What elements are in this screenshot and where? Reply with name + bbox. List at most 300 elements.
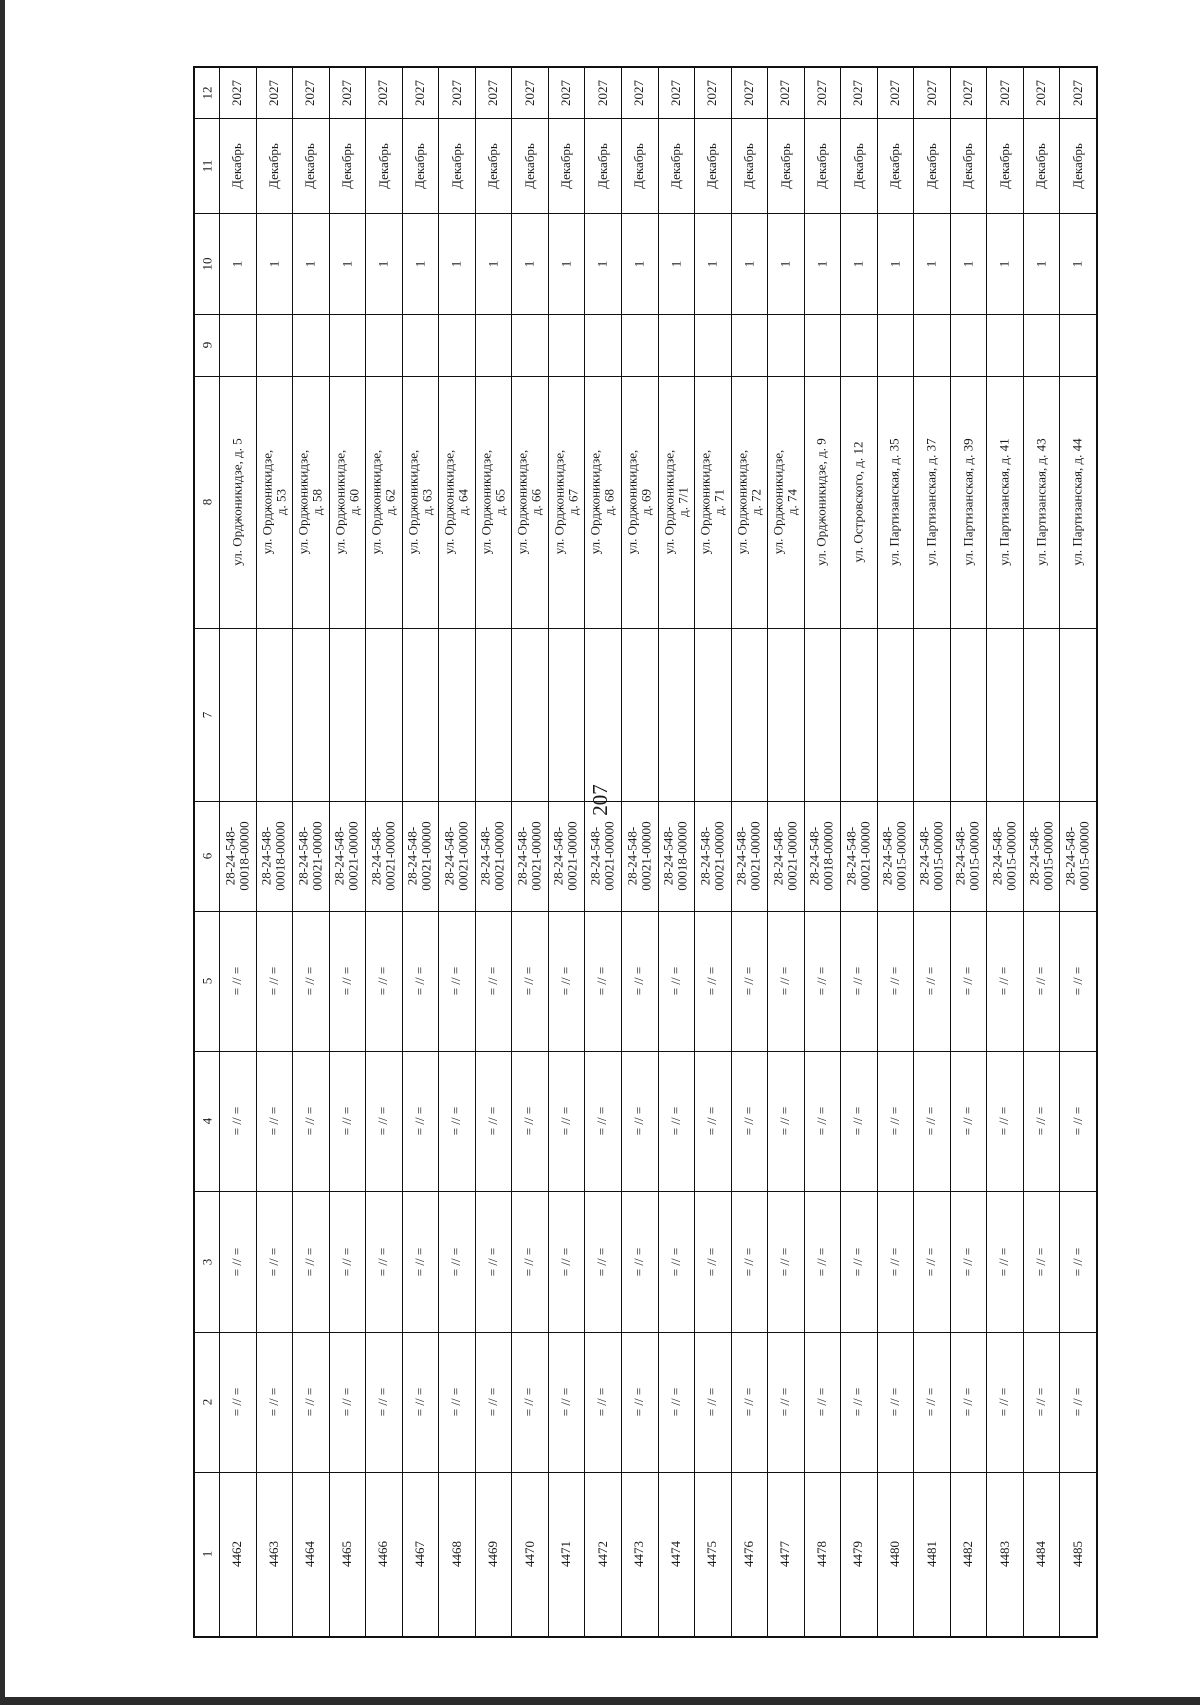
cell-col8-line: ул. Орджоникидзе,: [368, 449, 384, 555]
cell-col1: [658, 1472, 695, 1636]
cell-col9: [950, 314, 987, 376]
cell-col7: [584, 628, 621, 801]
cell-col3-text: [961, 1247, 975, 1275]
cell-col10-text: [998, 260, 1012, 267]
cell-col10-line: 1: [521, 260, 537, 267]
cell-col7: [329, 628, 366, 801]
cell-col12-line: 2027: [265, 80, 281, 106]
column-header-8: [195, 376, 219, 628]
cell-col6: [1059, 801, 1096, 911]
cell-col1-text: [742, 1541, 756, 1567]
cell-col12-text: [925, 80, 939, 106]
cell-col5: [511, 911, 548, 1051]
cell-col1: [840, 1472, 877, 1636]
cell-col12-text: [450, 80, 464, 106]
cell-col6-line: 28-24-548-: [989, 826, 1005, 886]
cell-col4: [365, 1051, 402, 1191]
cell-col8-line: ул. Орджоникидзе, д. 9: [813, 438, 829, 566]
cell-col12: [1023, 68, 1060, 118]
cell-col2-line: = // =: [448, 1387, 464, 1417]
cell-col3-line: = // =: [923, 1247, 939, 1276]
cell-col8: [256, 376, 293, 628]
cell-col1-text: [961, 1541, 975, 1567]
cell-col8-line: ул. Орджоникидзе,: [660, 449, 676, 555]
cell-col4: [511, 1051, 548, 1191]
cell-col5-text: [303, 967, 317, 995]
cell-col2: [913, 1332, 950, 1472]
cell-col3-text: [559, 1247, 573, 1275]
cell-col11-text: [998, 143, 1012, 189]
cell-col3-line: = // =: [411, 1247, 427, 1276]
cell-col12-line: 2027: [338, 80, 354, 106]
cell-col8-line: д. 60: [345, 488, 361, 516]
cell-col9: [329, 314, 366, 376]
cell-col5-text: [267, 967, 281, 995]
cell-col5: [584, 911, 621, 1051]
cell-col3-text: [851, 1247, 865, 1275]
cell-col2-line: = // =: [960, 1387, 976, 1417]
cell-col4-text: [1071, 1107, 1085, 1135]
cell-col3-text: [705, 1247, 719, 1275]
cell-col11: [329, 118, 366, 213]
cell-col12: [731, 68, 768, 118]
cell-col12-line: 2027: [485, 80, 501, 106]
column-header-8-text: [200, 499, 214, 506]
cell-col3: [438, 1191, 475, 1332]
cell-col10-line: 1: [923, 260, 939, 267]
cell-col4-text: [778, 1107, 792, 1135]
cell-col8-text: [735, 450, 763, 555]
cell-col4: [219, 1051, 256, 1191]
cell-col1-text: [559, 1541, 573, 1567]
cell-col6-line: 00015-00000: [930, 821, 946, 891]
cell-col2: [548, 1332, 585, 1472]
column-header-5-line: 5: [199, 977, 214, 985]
cell-col10-line: 1: [229, 260, 245, 267]
cell-col6-line: 00021-00000: [638, 821, 654, 891]
cell-col4-text: [559, 1107, 573, 1135]
cell-col3-text: [998, 1247, 1012, 1275]
cell-col8-text: [230, 438, 244, 565]
cell-col1: [584, 1472, 621, 1636]
cell-col11: [694, 118, 731, 213]
cell-col6: [584, 801, 621, 911]
cell-col8-line: ул. Орджоникидзе,: [770, 449, 786, 555]
cell-col8: [548, 376, 585, 628]
cell-col1-line: 4481: [923, 1541, 939, 1567]
cell-col11-line: Декабрь: [923, 142, 939, 189]
cell-col8-text: [589, 450, 617, 555]
cell-col1: [402, 1472, 439, 1636]
cell-col3: [731, 1191, 768, 1332]
cell-col5: [438, 911, 475, 1051]
cell-col10: [767, 213, 804, 314]
cell-col2: [694, 1332, 731, 1472]
cell-col6: [986, 801, 1023, 911]
cell-col5-line: = // =: [631, 966, 647, 996]
cell-col6: [511, 801, 548, 911]
cell-col11: [438, 118, 475, 213]
cell-col1: [548, 1472, 585, 1636]
cell-col11-line: Декабрь: [777, 142, 793, 189]
cell-col2-text: [1071, 1388, 1085, 1416]
cell-col8-text: [998, 438, 1012, 565]
cell-col2-text: [413, 1388, 427, 1416]
cell-col12-text: [961, 80, 975, 106]
cell-col10-line: 1: [850, 260, 866, 267]
cell-col8-line: д. 62: [382, 488, 398, 516]
cell-col6-text: [443, 821, 471, 890]
cell-col6-line: 00021-00000: [784, 821, 800, 891]
cell-col9: [438, 314, 475, 376]
cell-col3: [1059, 1191, 1096, 1332]
cell-col9: [804, 314, 841, 376]
cell-col5-text: [340, 967, 354, 995]
cell-col7: [548, 628, 585, 801]
cell-col12: [840, 68, 877, 118]
cell-col4: [840, 1051, 877, 1191]
cell-col10-line: 1: [411, 260, 427, 267]
cell-col1-text: [230, 1541, 244, 1567]
cell-col6-text: [991, 821, 1019, 890]
cell-col8-text: [296, 450, 324, 555]
cell-col3: [986, 1191, 1023, 1332]
cell-col1: [292, 1472, 329, 1636]
column-header-12-line: 12: [199, 86, 214, 100]
cell-col2-line: = // =: [740, 1387, 756, 1417]
cell-col11-text: [705, 143, 719, 189]
cell-col3: [475, 1191, 512, 1332]
cell-col6-text: [369, 821, 397, 890]
cell-col3-line: = // =: [631, 1247, 647, 1276]
cell-col12-line: 2027: [594, 80, 610, 106]
cell-col4: [694, 1051, 731, 1191]
cell-col1: [475, 1472, 512, 1636]
cell-col8-line: д. 67: [565, 488, 581, 516]
cell-col5-text: [888, 967, 902, 995]
cell-col12-line: 2027: [667, 80, 683, 106]
cell-col10-text: [815, 260, 829, 267]
cell-col4-text: [669, 1107, 683, 1135]
cell-col3-line: = // =: [521, 1247, 537, 1276]
column-header-2-text: [200, 1399, 214, 1406]
cell-col5-line: = // =: [996, 966, 1012, 996]
cell-col2: [365, 1332, 402, 1472]
cell-col5: [256, 911, 293, 1051]
cell-col4-line: = // =: [777, 1106, 793, 1136]
cell-col10-line: 1: [1033, 260, 1049, 267]
cell-col8-text: [771, 450, 799, 555]
cell-col2-text: [1034, 1388, 1048, 1416]
cell-col1: [913, 1472, 950, 1636]
cell-col8-text: [1071, 438, 1085, 565]
cell-col6-line: 00021-00000: [601, 821, 617, 891]
cell-col1-line: 4465: [338, 1541, 354, 1567]
cell-col4: [877, 1051, 914, 1191]
cell-col8-text: [369, 450, 397, 555]
cell-col4-text: [1034, 1107, 1048, 1135]
cell-col3-line: = // =: [485, 1247, 501, 1276]
cell-col2-text: [669, 1388, 683, 1416]
cell-col12: [877, 68, 914, 118]
cell-col5-text: [998, 967, 1012, 995]
cell-col5-line: = // =: [1033, 966, 1049, 996]
cell-col1-text: [486, 1541, 500, 1567]
cell-col4-text: [925, 1107, 939, 1135]
cell-col3: [292, 1191, 329, 1332]
cell-col10: [950, 213, 987, 314]
column-header-11-line: 11: [199, 159, 214, 172]
cell-col10-text: [925, 260, 939, 267]
cell-col12-text: [559, 80, 573, 106]
cell-col6-line: 28-24-548-: [478, 826, 494, 886]
cell-col5-text: [742, 967, 756, 995]
cell-col10-text: [230, 260, 244, 267]
cell-col8-line: ул. Орджоникидзе,: [258, 449, 274, 555]
cell-col8: [511, 376, 548, 628]
cell-col10-text: [669, 260, 683, 267]
cell-col1-text: [340, 1541, 354, 1567]
cell-col3: [219, 1191, 256, 1332]
cell-col11-text: [851, 143, 865, 189]
cell-col1: [365, 1472, 402, 1636]
cell-col6-line: 28-24-548-: [587, 826, 603, 886]
cell-col6-line: 28-24-548-: [404, 826, 420, 886]
cell-col3-line: = // =: [558, 1247, 574, 1276]
cell-col11: [621, 118, 658, 213]
cell-col4: [986, 1051, 1023, 1191]
cell-col11-line: Декабрь: [302, 142, 318, 189]
cell-col2: [1059, 1332, 1096, 1472]
cell-col1-line: 4467: [411, 1541, 427, 1567]
cell-col11: [950, 118, 987, 213]
cell-col8: [804, 376, 841, 628]
cell-col3-text: [1071, 1247, 1085, 1275]
cell-col4: [1059, 1051, 1096, 1191]
cell-col8-line: ул. Партизанская, д. 35: [887, 438, 903, 566]
cell-col12-text: [596, 80, 610, 106]
cell-col10-line: 1: [594, 260, 610, 267]
cell-col2-line: = // =: [521, 1387, 537, 1417]
cell-col10: [1023, 213, 1060, 314]
cell-col6-text: [808, 821, 836, 890]
cell-col11: [877, 118, 914, 213]
cell-col2-text: [523, 1388, 537, 1416]
cell-col12-line: 2027: [375, 80, 391, 106]
cell-col10-line: 1: [302, 260, 318, 267]
cell-col3-text: [888, 1247, 902, 1275]
cell-col12-line: 2027: [850, 80, 866, 106]
cell-col10-text: [1071, 260, 1085, 267]
cell-col1: [438, 1472, 475, 1636]
cell-col10-text: [888, 260, 902, 267]
cell-col9: [292, 314, 329, 376]
cell-col5-text: [925, 967, 939, 995]
cell-col4-text: [888, 1107, 902, 1135]
cell-col8-line: д. 58: [309, 488, 325, 516]
cell-col1-line: 4477: [777, 1541, 793, 1567]
cell-col4: [658, 1051, 695, 1191]
cell-col7: [767, 628, 804, 801]
cell-col6-line: 28-24-548-: [733, 826, 749, 886]
cell-col5-line: = // =: [813, 966, 829, 996]
cell-col3-line: = // =: [960, 1247, 976, 1276]
cell-col12-text: [742, 80, 756, 106]
cell-col11-line: Декабрь: [1033, 142, 1049, 189]
cell-col10: [365, 213, 402, 314]
cell-col7: [913, 628, 950, 801]
cell-col8: [1023, 376, 1060, 628]
column-header-4-text: [200, 1118, 214, 1125]
cell-col3: [621, 1191, 658, 1332]
cell-col11-text: [486, 143, 500, 189]
cell-col6-line: 28-24-548-: [551, 826, 567, 886]
cell-col11-text: [413, 143, 427, 189]
cell-col2-line: = // =: [850, 1387, 866, 1417]
cell-col6-line: 28-24-548-: [843, 826, 859, 886]
cell-col12: [950, 68, 987, 118]
cell-col8-text: [961, 438, 975, 565]
cell-col12: [329, 68, 366, 118]
cell-col11: [584, 118, 621, 213]
cell-col9: [694, 314, 731, 376]
cell-col4-line: = // =: [923, 1106, 939, 1136]
cell-col3-line: = // =: [1069, 1247, 1085, 1276]
cell-col5: [292, 911, 329, 1051]
cell-col2: [475, 1332, 512, 1472]
cell-col3: [548, 1191, 585, 1332]
cell-col2-text: [267, 1388, 281, 1416]
cell-col5-line: = // =: [667, 966, 683, 996]
cell-col12-text: [815, 80, 829, 106]
cell-col10: [292, 213, 329, 314]
cell-col2: [731, 1332, 768, 1472]
cell-col7: [365, 628, 402, 801]
cell-col7: [840, 628, 877, 801]
cell-col8-text: [925, 438, 939, 565]
cell-col12: [986, 68, 1023, 118]
cell-col6: [256, 801, 293, 911]
cell-col2: [402, 1332, 439, 1472]
cell-col5: [913, 911, 950, 1051]
cell-col8-line: ул. Партизанская, д. 39: [960, 438, 976, 566]
cell-col11: [731, 118, 768, 213]
cell-col2-text: [596, 1388, 610, 1416]
cell-col3-text: [450, 1247, 464, 1275]
cell-col2-line: = // =: [631, 1387, 647, 1417]
cell-col2-line: = // =: [1069, 1387, 1085, 1417]
cell-col4: [256, 1051, 293, 1191]
cell-col6-line: 00015-00000: [1040, 821, 1056, 891]
cell-col4-line: = // =: [448, 1106, 464, 1136]
cell-col5: [694, 911, 731, 1051]
cell-col11-text: [925, 143, 939, 189]
cell-col5-line: = // =: [265, 966, 281, 996]
cell-col4-text: [815, 1107, 829, 1135]
cell-col11: [840, 118, 877, 213]
cell-col9: [475, 314, 512, 376]
cell-col12: [256, 68, 293, 118]
cell-col6-text: [735, 821, 763, 890]
cell-col3-line: = // =: [704, 1247, 720, 1276]
cell-col1-line: 4476: [740, 1541, 756, 1567]
cell-col12: [438, 68, 475, 118]
cell-col8-line: д. 74: [784, 488, 800, 516]
cell-col6-line: 00021-00000: [492, 821, 508, 891]
column-header-12-text: [200, 87, 214, 100]
cell-col1: [804, 1472, 841, 1636]
cell-col8-line: ул. Орджоникидзе,: [514, 449, 530, 555]
cell-col3-text: [632, 1247, 646, 1275]
cell-col6-text: [625, 821, 653, 890]
cell-col3-text: [230, 1247, 244, 1275]
cell-col2-line: = // =: [265, 1387, 281, 1417]
cell-col1: [329, 1472, 366, 1636]
row-rule: [1096, 68, 1097, 1636]
cell-col8: [913, 376, 950, 628]
cell-col2: [292, 1332, 329, 1472]
cell-col11: [1023, 118, 1060, 213]
cell-col3: [584, 1191, 621, 1332]
cell-col5-line: = // =: [704, 966, 720, 996]
cell-col10-text: [267, 260, 281, 267]
cell-col3-text: [815, 1247, 829, 1275]
cell-col12-text: [778, 80, 792, 106]
cell-col11-line: Декабрь: [521, 142, 537, 189]
cell-col9: [731, 314, 768, 376]
cell-col8: [731, 376, 768, 628]
cell-col2: [584, 1332, 621, 1472]
cell-col3-line: = // =: [302, 1247, 318, 1276]
cell-col4: [804, 1051, 841, 1191]
cell-col8-text: [516, 450, 544, 555]
cell-col3-text: [267, 1247, 281, 1275]
cell-col10: [219, 213, 256, 314]
cell-col6-line: 00021-00000: [747, 821, 763, 891]
cell-col1-line: 4479: [850, 1541, 866, 1567]
cell-col11-line: Декабрь: [887, 142, 903, 189]
cell-col10-line: 1: [740, 260, 756, 267]
cell-col4-line: = // =: [813, 1106, 829, 1136]
cell-col1-text: [669, 1541, 683, 1567]
cell-col4-text: [851, 1107, 865, 1135]
cell-col10: [877, 213, 914, 314]
cell-col6-text: [844, 821, 872, 890]
cell-col12-text: [1071, 80, 1085, 106]
column-header-8-line: 8: [199, 498, 214, 506]
cell-col10-text: [413, 260, 427, 267]
cell-col8: [438, 376, 475, 628]
cell-col2-text: [376, 1388, 390, 1416]
cell-col11-text: [742, 143, 756, 189]
cell-col2-text: [888, 1388, 902, 1416]
cell-col5-line: = // =: [338, 966, 354, 996]
cell-col6: [292, 801, 329, 911]
cell-col11-text: [303, 143, 317, 189]
cell-col3: [329, 1191, 366, 1332]
cell-col8-text: [625, 450, 653, 555]
cell-col5-text: [632, 967, 646, 995]
cell-col3-text: [596, 1247, 610, 1275]
cell-col2-line: = // =: [813, 1387, 829, 1417]
cell-col9: [511, 314, 548, 376]
cell-col8: [767, 376, 804, 628]
cell-col8-text: [406, 450, 434, 555]
cell-col4-line: = // =: [960, 1106, 976, 1136]
cell-col3-line: = // =: [375, 1247, 391, 1276]
cell-col8-line: д. 64: [455, 488, 471, 516]
cell-col6-line: 00021-00000: [345, 821, 361, 891]
